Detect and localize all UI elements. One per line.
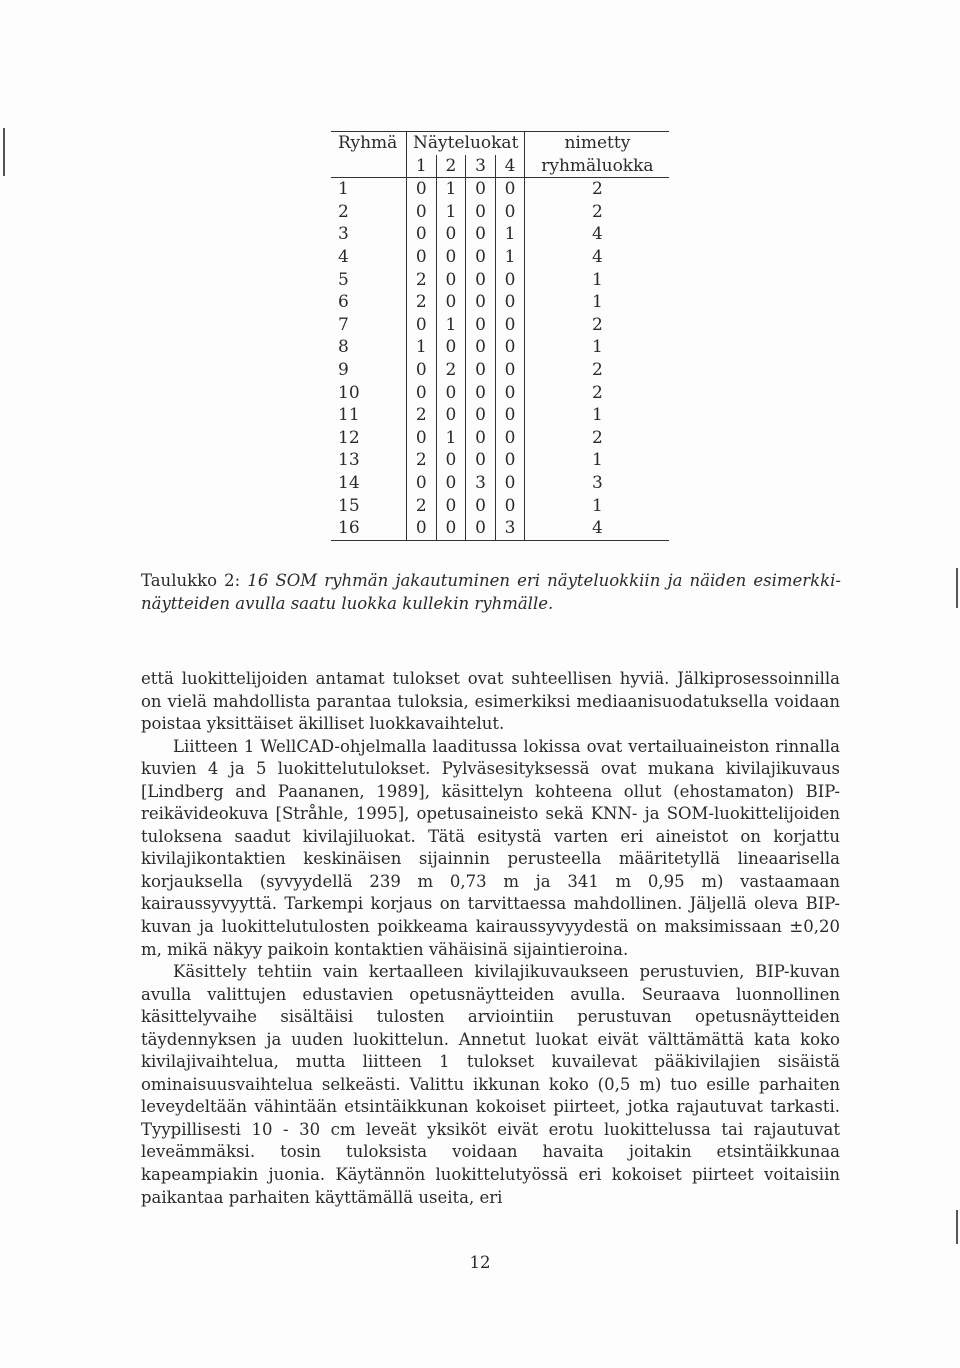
- row-class-2: 0: [436, 269, 466, 292]
- row-class-2: 1: [436, 178, 466, 201]
- row-class-4: 0: [495, 427, 525, 450]
- row-named-label: 1: [591, 450, 603, 471]
- row-class-2: 0: [436, 517, 466, 540]
- table-row: [331, 314, 669, 337]
- table-row: [331, 336, 669, 359]
- table-row: [331, 291, 669, 314]
- row-group: 15: [331, 495, 407, 518]
- header-named-label-1: nimetty: [525, 132, 670, 155]
- margin-mark-left: [3, 128, 5, 176]
- table-caption: [141, 570, 841, 615]
- row-group: 7: [331, 314, 407, 337]
- row-class-3: 0: [466, 223, 496, 246]
- row-class-4: 1: [495, 246, 525, 269]
- row-named-label: 1: [591, 495, 603, 516]
- row-class-4: 1: [495, 223, 525, 246]
- row-named-label: 2: [591, 201, 603, 222]
- row-class-4: 0: [495, 359, 525, 382]
- row-named-label: 2: [591, 179, 603, 200]
- row-class-4: 0: [495, 336, 525, 359]
- row-class-1: 0: [407, 517, 437, 540]
- row-class-2: 0: [436, 223, 466, 246]
- header-named-label-2: ryhmäluokka: [525, 155, 670, 178]
- table-header-row-1: [331, 132, 669, 155]
- row-class-3: 0: [466, 495, 496, 518]
- row-class-4: 0: [495, 269, 525, 292]
- header-class-1: 1: [407, 155, 437, 178]
- table-row: [331, 359, 669, 382]
- caption-prefix: Taulukko 2:: [141, 571, 248, 590]
- row-group: 3: [331, 223, 407, 246]
- row-named-label: 2: [591, 314, 603, 335]
- row-class-2: 0: [436, 246, 466, 269]
- table-row: [331, 223, 669, 246]
- row-class-1: 0: [407, 472, 437, 495]
- row-named-label: 4: [591, 224, 603, 245]
- row-class-1: 2: [407, 269, 437, 292]
- paragraph-2: Liitteen 1 WellCAD-ohjelmalla laaditussa lokissa ovat vertailuaineiston rinnalla kuvien 4 ja 5 luokittelutulokset. Pylväsesityksessä ovat mukana kivilajikuvaus [Lindberg and Paananen, 1989], käsittelyn kohteena ollut (ehostamaton) BIP-reikävideokuva [Stråhle, 1995], opetusaineisto sekä KNN- ja SOM-luokittelijoiden tuloksena saadut kivilajiluokat. Tätä esitystä varten eri aineistot on korjattu kivilajikontaktien keskinäisen sijainnin perusteella määritetyllä lineaarisella korjauksella (syvyydellä 239 m 0,73 m ja 341 m 0,95 m) vastaamaan kairaussyvyyttä. Tarkempi korjaus on tarvittaessa mahdollinen. Jäljellä oleva BIP-kuvan ja luokittelutulosten poikkeama kairaussyvyydestä on maksimissaan ±0,20 m, mikä näkyy paikoin kontaktien vähäisinä sijaintieroina.: [141, 736, 840, 959]
- margin-mark-right: [956, 568, 958, 608]
- row-class-3: 0: [466, 517, 496, 540]
- table-row: [331, 269, 669, 292]
- row-class-2: 1: [436, 427, 466, 450]
- row-class-1: 2: [407, 291, 437, 314]
- row-class-1: 0: [407, 359, 437, 382]
- row-class-2: 0: [436, 495, 466, 518]
- row-group: 2: [331, 201, 407, 224]
- row-group: 16: [331, 517, 407, 540]
- row-class-2: 0: [436, 336, 466, 359]
- row-class-3: 0: [466, 382, 496, 405]
- row-class-2: 0: [436, 449, 466, 472]
- row-class-4: 0: [495, 472, 525, 495]
- table-row: [331, 495, 669, 518]
- row-named-label: 2: [591, 427, 603, 448]
- row-class-3: 0: [466, 314, 496, 337]
- row-class-2: 0: [436, 472, 466, 495]
- row-group: 12: [331, 427, 407, 450]
- table-row: [331, 517, 669, 540]
- row-group: 13: [331, 449, 407, 472]
- row-named-label: 4: [591, 246, 603, 267]
- row-class-4: 0: [495, 178, 525, 201]
- row-class-2: 0: [436, 404, 466, 427]
- row-class-2: 2: [436, 359, 466, 382]
- row-class-2: 0: [436, 382, 466, 405]
- row-class-3: 0: [466, 269, 496, 292]
- table-row: [331, 449, 669, 472]
- row-class-3: 0: [466, 291, 496, 314]
- row-class-1: 2: [407, 495, 437, 518]
- table-row: [331, 472, 669, 495]
- row-class-4: 0: [495, 495, 525, 518]
- paragraph-1: että luokittelijoiden antamat tulokset ovat suhteellisen hyviä. Jälkiprosessoinnilla on vielä mahdollista parantaa tuloksia, esimerkiksi mediaanisuodatuksella voidaan poistaa yksittäiset äkilliset luokkavaihtelut.: [141, 669, 840, 734]
- row-class-3: 0: [466, 427, 496, 450]
- row-class-1: 0: [407, 427, 437, 450]
- row-group: 1: [331, 178, 407, 201]
- row-group: 6: [331, 291, 407, 314]
- row-class-3: 3: [466, 472, 496, 495]
- body-text: [141, 668, 840, 1209]
- row-class-3: 0: [466, 359, 496, 382]
- row-named-label: 1: [591, 337, 603, 358]
- row-group: 9: [331, 359, 407, 382]
- row-named-label: 1: [591, 269, 603, 290]
- row-class-1: 0: [407, 178, 437, 201]
- table-row: [331, 382, 669, 405]
- table-row: [331, 178, 669, 201]
- row-named-label: 4: [525, 517, 670, 540]
- row-class-1: 0: [407, 314, 437, 337]
- row-named-label: 1: [591, 292, 603, 313]
- row-class-1: 0: [407, 223, 437, 246]
- row-class-3: 0: [466, 178, 496, 201]
- paragraph-3: Käsittely tehtiin vain kertaalleen kivilajikuvaukseen perustuvien, BIP-kuvan avulla valittujen edustavien opetusnäytteiden avulla. Seuraava luonnollinen käsittelyvaihe sisältäisi tulosten arviointiin perustuvan opetusnäytteiden täydennyksen ja uuden luokittelun. Annetut luokat eivät välttämättä kata koko kivilajivaihtelua, mutta liitteen 1 tulokset kuvailevat pääkivilajien sisäistä ominaisuusvaihtelua selkeästi. Valittu ikkunan koko (0,5 m) tuo esille parhaiten leveydeltään vähintään etsintäikkunan kokoiset piirteet, jotka rajautuvat tarkasti. Tyypillisesti 10 - 30 cm leveät yksiköt eivät erotu luokittelussa tai rajautuvat leveämmäksi. tosin tuloksista voidaan havaita joitakin etsintäikkunaa kapeampiakin juonia. Käytännön luokittelutyössä eri kokoiset piirteet voitaisiin paikantaa parhaiten käyttämällä useita, eri: [141, 962, 840, 1207]
- header-class-2: 2: [436, 155, 466, 178]
- row-class-1: 2: [407, 449, 437, 472]
- row-named-label: 2: [591, 382, 603, 403]
- table-row: [331, 427, 669, 450]
- row-class-1: 0: [407, 382, 437, 405]
- table-row: [331, 246, 669, 269]
- row-class-2: 0: [436, 291, 466, 314]
- row-group: 8: [331, 336, 407, 359]
- row-class-4: 3: [495, 517, 525, 540]
- header-class-4: 4: [495, 155, 525, 178]
- row-class-2: 1: [436, 201, 466, 224]
- row-class-4: 0: [495, 291, 525, 314]
- page-number: 12: [469, 1253, 491, 1272]
- row-class-1: 0: [407, 201, 437, 224]
- row-named-label: 2: [591, 359, 603, 380]
- row-named-label: 1: [591, 405, 603, 426]
- row-class-2: 1: [436, 314, 466, 337]
- table-row: [331, 201, 669, 224]
- row-class-1: 0: [407, 246, 437, 269]
- header-sample-classes: Näyteluokat: [407, 132, 525, 155]
- table-row: [331, 404, 669, 427]
- row-class-4: 0: [495, 404, 525, 427]
- row-class-4: 0: [495, 201, 525, 224]
- row-group: 4: [331, 246, 407, 269]
- row-class-4: 0: [495, 314, 525, 337]
- row-class-3: 0: [466, 201, 496, 224]
- header-group-blank: [331, 155, 407, 178]
- row-group: 11: [331, 404, 407, 427]
- header-group: Ryhmä: [331, 132, 407, 155]
- table-header-row-2: [331, 155, 669, 178]
- row-class-3: 0: [466, 449, 496, 472]
- row-group: 5: [331, 269, 407, 292]
- row-class-4: 0: [495, 382, 525, 405]
- row-class-1: 2: [407, 404, 437, 427]
- caption-text: 16 SOM ryhmän jakautuminen eri näyteluokkiin ja näiden esimerkki-näytteiden avulla saatu luokka kullekin ryhmälle.: [141, 571, 841, 613]
- row-class-1: 1: [407, 336, 437, 359]
- header-class-3: 3: [466, 155, 496, 178]
- row-class-3: 0: [466, 404, 496, 427]
- som-group-table: [331, 131, 669, 541]
- margin-mark-right-lower: [956, 1210, 958, 1244]
- row-group: 10: [331, 382, 407, 405]
- row-named-label: 3: [591, 472, 603, 493]
- row-class-3: 0: [466, 246, 496, 269]
- row-class-3: 0: [466, 336, 496, 359]
- row-class-4: 0: [495, 449, 525, 472]
- row-group: 14: [331, 472, 407, 495]
